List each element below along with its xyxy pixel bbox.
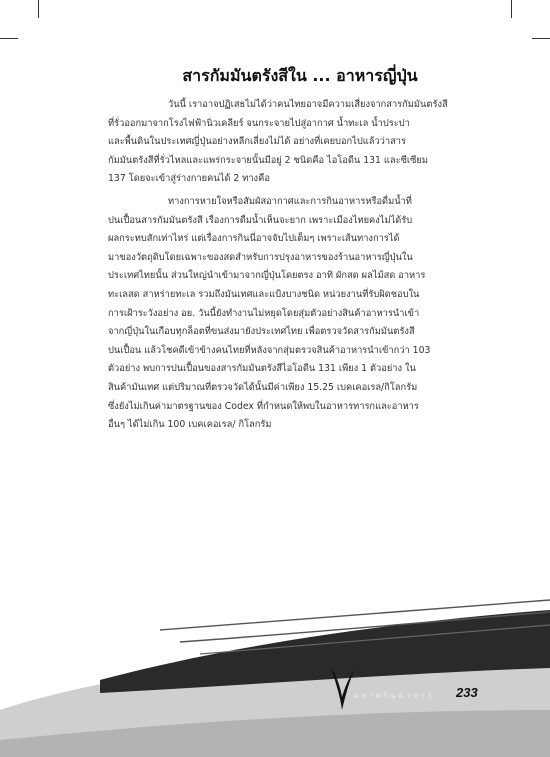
- footer-swoosh: [0, 560, 550, 757]
- text-line: ตัวอย่าง พบการปนเปื้อนของสารกัมมันตรังสีไอโอดีน 131 เพียง 1 ตัวอย่าง ใน: [108, 363, 416, 375]
- paragraph-1: [108, 96, 448, 189]
- crop-mark: [0, 38, 18, 39]
- text-line: จากญี่ปุ่นในเกือบทุกล็อตที่ขนส่งมายังประเทศไทย เพื่อตรวจวัดสารกัมมันตรังสี: [108, 326, 415, 338]
- text-line: ประเทศไทยนั้น ส่วนใหญ่นำเข้ามาจากญี่ปุ่นโดยตรง อาทิ ผักสด ผลไม้สด อาหาร: [108, 270, 426, 282]
- text-line: ทางการหายใจหรือสัมผัสอากาศและการกินอาหารหรือดื่มน้ำที่: [168, 195, 412, 207]
- crop-mark: [511, 0, 512, 18]
- crop-mark: [38, 0, 39, 18]
- text-line: 137 โดยจะเข้าสู่ร่างกายคนได้ 2 ทางคือ: [108, 173, 270, 185]
- text-line: มาของวัตถุดิบโดยเฉพาะของสดสำหรับการปรุงอาหารของร้านอาหารญี่ปุ่นใน: [108, 251, 413, 263]
- text-line: ปนเปื้อน แล้วโชคดีเข้าข้างคนไทยที่หลังจากสุ่มตรวจสินค้าอาหารนำเข้ากว่า 103: [108, 344, 431, 356]
- text-line: ซึ่งยังไม่เกินค่ามาตรฐานของ Codex ที่กำหนดให้พบในอาหารทารกและอาหาร: [108, 400, 419, 412]
- page-number: 233: [456, 685, 478, 700]
- paragraph-2: [108, 193, 448, 435]
- section-label: ฉลาดกินอาหาร: [353, 691, 435, 700]
- crop-mark: [532, 38, 550, 39]
- text-line: สินค้ามันเทศ แต่ปริมาณที่ตรวจวัดได้นั้นมีค่าเพียง 15.25 เบคเคอเรล/กิโลกรัม: [108, 381, 418, 393]
- text-line: ที่รั่วออกมาจากโรงไฟฟ้านิวเคลียร์ จนกระจายไปสู่อากาศ น้ำทะเล น้ำประปา: [108, 117, 410, 129]
- checkmark-logo-icon: [330, 663, 356, 711]
- text-line: ผลกระทบสักเท่าไหร่ แต่เรื่องการกินนี่อาจจับไปเต็มๆ เพราะเส้นทางการได้: [108, 233, 400, 245]
- text-line: อื่นๆ ได้ไม่เกิน 100 เบคเคอเรล/ กิโลกรัม: [108, 419, 272, 431]
- article-body: [108, 96, 448, 435]
- text-line: ปนเปื้อนสารกัมมันตรังสี เรื่องการดื่มน้ำเห็นจะยาก เพราะเมืองไทยคงไม่ได้รับ: [108, 214, 413, 226]
- text-line: กัมมันตรังสีที่รั่วไหลและแพร่กระจายนั้นมีอยู่ 2 ชนิดคือ ไอโอดีน 131 และซีเซียม: [108, 154, 428, 166]
- text-line: ทะเลสด สาหร่ายทะเล รวมถึงมันเทศและแป้งบางชนิด หน่วยงานที่รับผิดชอบใน: [108, 288, 420, 300]
- text-line: วันนี้ เราอาจปฏิเสธไม่ได้ว่าคนไทยอาจมีความเสี่ยงจากสารกัมมันตรังสี: [168, 99, 448, 110]
- page-title: สารกัมมันตรังสีใน ... อาหารญี่ปุ่น: [182, 66, 418, 85]
- text-line: การเฝ้าระวังอย่าง อย. วันนี้ยังทำงานไม่หยุดโดยสุ่มตัวอย่างสินค้าอาหารนำเข้า: [108, 307, 420, 319]
- text-line: และพื้นดินในประเทศญี่ปุ่นอย่างหลีกเลี่ยงไม่ได้ อย่างที่เคยบอกไปแล้วว่าสาร: [108, 136, 406, 148]
